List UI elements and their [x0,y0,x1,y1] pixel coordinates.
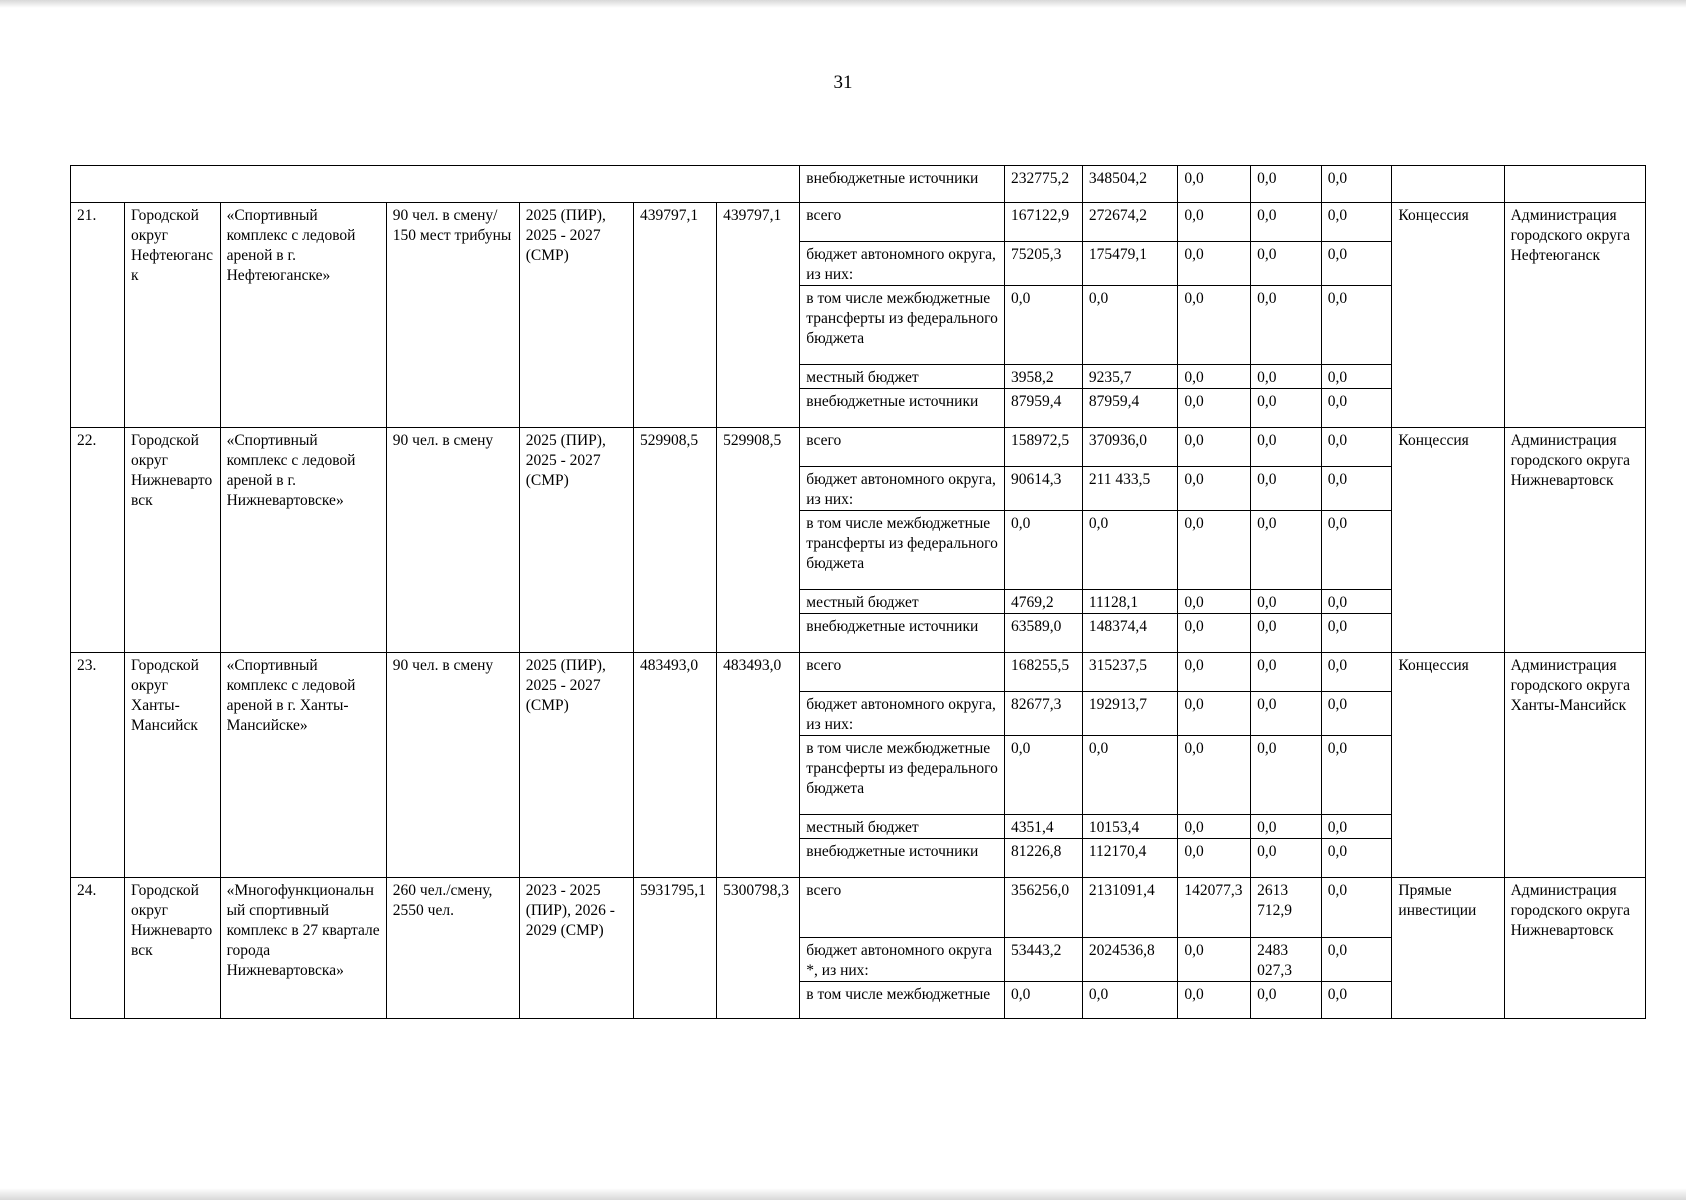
finance-value: 0,0 [1004,736,1082,815]
finance-value: 0,0 [1178,692,1251,736]
district-cell: Городской округ Нижневартовск [125,878,221,1019]
continuation-row [71,166,1646,203]
finance-value: 0,0 [1321,242,1392,286]
finance-value: 0,0 [1178,428,1251,467]
cost-cell-2: 439797,1 [717,203,800,428]
finance-value: 0,0 [1321,839,1392,878]
responsible-cell: Администрация городского округа Нижневартовск [1504,878,1645,1019]
finance-label: местный бюджет [800,365,1005,389]
finance-value: 0,0 [1178,467,1251,511]
finance-value: 0,0 [1178,815,1251,839]
object-cell: «Спортивный комплекс с ледовой ареной в г. Ханты-Мансийске» [220,653,386,878]
capacity-cell: 90 чел. в смену [386,653,519,878]
mechanism-cell: Концессия [1392,653,1504,878]
finance-label: бюджет автономного округа, из них: [800,467,1005,511]
finance-value: 2131091,4 [1082,878,1178,938]
finance-value: 167122,9 [1004,203,1082,242]
finance-value: 0,0 [1082,511,1178,590]
finance-value: 0,0 [1251,428,1322,467]
finance-label: бюджет автономного округа *, из них: [800,938,1005,982]
finance-value: 0,0 [1251,590,1322,614]
cost-cell: 439797,1 [634,203,717,428]
district-cell: Городской округ Ханты-Мансийск [125,653,221,878]
finance-value: 0,0 [1178,203,1251,242]
row-number: 22. [71,428,125,653]
finance-label: бюджет автономного округа, из них: [800,692,1005,736]
capacity-cell: 260 чел./смену, 2550 чел. [386,878,519,1019]
finance-value: 0,0 [1004,982,1082,1019]
finance-value: 0,0 [1251,166,1322,203]
finance-value: 0,0 [1321,365,1392,389]
finance-label: в том числе межбюджетные трансферты из федерального бюджета [800,286,1005,365]
finance-value: 356256,0 [1004,878,1082,938]
finance-value: 0,0 [1321,878,1392,938]
table-row [71,428,1646,467]
finance-value: 87959,4 [1004,389,1082,428]
responsible-cell: Администрация городского округа Ханты-Мансийск [1504,653,1645,878]
finance-label: внебюджетные источники [800,166,1005,203]
finance-value: 0,0 [1251,467,1322,511]
finance-value: 0,0 [1321,389,1392,428]
cost-cell: 483493,0 [634,653,717,878]
finance-label: внебюджетные источники [800,839,1005,878]
finance-value: 0,0 [1321,590,1392,614]
finance-value: 315237,5 [1082,653,1178,692]
finance-value: 168255,5 [1004,653,1082,692]
object-cell: «Спортивный комплекс с ледовой ареной в г. Нижневартовске» [220,428,386,653]
finance-value: 0,0 [1321,736,1392,815]
finance-label: бюджет автономного округа, из них: [800,242,1005,286]
finance-label: в том числе межбюджетные [800,982,1005,1019]
finance-value: 0,0 [1004,511,1082,590]
finance-label: в том числе межбюджетные трансферты из федерального бюджета [800,511,1005,590]
period-cell: 2023 - 2025 (ПИР), 2026 - 2029 (СМР) [519,878,633,1019]
finance-value: 0,0 [1321,614,1392,653]
page-number: 31 [833,72,853,93]
object-cell: «Многофункциональный спортивный комплекс в 27 квартале города Нижневартовска» [220,878,386,1019]
finance-value: 0,0 [1178,736,1251,815]
finance-value: 10153,4 [1082,815,1178,839]
cost-cell: 529908,5 [634,428,717,653]
finance-value: 0,0 [1178,590,1251,614]
finance-value: 175479,1 [1082,242,1178,286]
cost-cell-2: 483493,0 [717,653,800,878]
finance-value: 87959,4 [1082,389,1178,428]
finance-value: 90614,3 [1004,467,1082,511]
finance-value: 0,0 [1178,614,1251,653]
finance-value: 0,0 [1178,982,1251,1019]
capacity-cell: 90 чел. в смену/ 150 мест трибуны [386,203,519,428]
finance-value: 211 433,5 [1082,467,1178,511]
finance-label: всего [800,203,1005,242]
finance-value: 0,0 [1321,653,1392,692]
finance-value: 0,0 [1321,815,1392,839]
finance-value: 0,0 [1178,166,1251,203]
finance-value: 2613 712,9 [1251,878,1322,938]
finance-value: 0,0 [1178,653,1251,692]
finance-value: 0,0 [1251,839,1322,878]
finance-value: 272674,2 [1082,203,1178,242]
finance-value: 0,0 [1004,286,1082,365]
finance-value: 0,0 [1178,365,1251,389]
finance-value: 0,0 [1082,286,1178,365]
finance-value: 112170,4 [1082,839,1178,878]
finance-value: 2024536,8 [1082,938,1178,982]
finance-value: 9235,7 [1082,365,1178,389]
finance-value: 0,0 [1251,286,1322,365]
finance-value: 0,0 [1251,365,1322,389]
cost-cell-2: 529908,5 [717,428,800,653]
finance-value: 0,0 [1178,286,1251,365]
finance-value: 142077,3 [1178,878,1251,938]
finance-value: 0,0 [1251,203,1322,242]
finance-value: 0,0 [1321,938,1392,982]
finance-value: 0,0 [1178,839,1251,878]
finance-value: 0,0 [1082,736,1178,815]
finance-value: 0,0 [1251,614,1322,653]
finance-value: 0,0 [1321,203,1392,242]
finance-value: 370936,0 [1082,428,1178,467]
finance-value: 11128,1 [1082,590,1178,614]
finance-value: 0,0 [1178,511,1251,590]
finance-value: 75205,3 [1004,242,1082,286]
finance-label: всего [800,428,1005,467]
finance-value: 148374,4 [1082,614,1178,653]
finance-value: 4351,4 [1004,815,1082,839]
finance-value: 192913,7 [1082,692,1178,736]
finance-value: 0,0 [1321,286,1392,365]
finance-label: местный бюджет [800,815,1005,839]
finance-label: всего [800,878,1005,938]
finance-value: 4769,2 [1004,590,1082,614]
cost-cell-2: 5300798,3 [717,878,800,1019]
row-number: 24. [71,878,125,1019]
mechanism-cell: Прямые инвестиции [1392,878,1504,1019]
finance-value: 0,0 [1321,982,1392,1019]
empty-cell [1504,166,1645,203]
finance-value: 0,0 [1321,166,1392,203]
responsible-cell: Администрация городского округа Нижневартовск [1504,428,1645,653]
finance-value: 0,0 [1178,389,1251,428]
table-row [71,878,1646,938]
mechanism-cell: Концессия [1392,203,1504,428]
finance-value: 0,0 [1251,389,1322,428]
finance-value: 3958,2 [1004,365,1082,389]
period-cell: 2025 (ПИР), 2025 - 2027 (СМР) [519,653,633,878]
finance-value: 0,0 [1321,511,1392,590]
finance-value: 0,0 [1321,467,1392,511]
object-cell: «Спортивный комплекс с ледовой ареной в г. Нефтеюганске» [220,203,386,428]
finance-value: 63589,0 [1004,614,1082,653]
row-number: 21. [71,203,125,428]
finance-value: 158972,5 [1004,428,1082,467]
mechanism-cell: Концессия [1392,428,1504,653]
finance-label: местный бюджет [800,590,1005,614]
finance-value: 0,0 [1251,982,1322,1019]
finance-value: 82677,3 [1004,692,1082,736]
scan-edge-top [0,0,1686,8]
period-cell: 2025 (ПИР), 2025 - 2027 (СМР) [519,203,633,428]
finance-value: 0,0 [1178,938,1251,982]
finance-value: 0,0 [1321,692,1392,736]
finance-label: внебюджетные источники [800,389,1005,428]
finance-value: 0,0 [1082,982,1178,1019]
cost-cell: 5931795,1 [634,878,717,1019]
period-cell: 2025 (ПИР), 2025 - 2027 (СМР) [519,428,633,653]
district-cell: Городской округ Нефтеюганск [125,203,221,428]
responsible-cell: Администрация городского округа Нефтеюганск [1504,203,1645,428]
finance-value: 0,0 [1251,242,1322,286]
finance-label: внебюджетные источники [800,614,1005,653]
finance-value: 0,0 [1251,511,1322,590]
finance-value: 0,0 [1178,242,1251,286]
finance-value: 0,0 [1251,692,1322,736]
empty-cell [1392,166,1504,203]
finance-value: 0,0 [1251,653,1322,692]
finance-label: в том числе межбюджетные трансферты из федерального бюджета [800,736,1005,815]
empty-merged-cell [71,166,800,203]
finance-value: 0,0 [1321,428,1392,467]
table-row [71,203,1646,242]
finance-value: 53443,2 [1004,938,1082,982]
row-number: 23. [71,653,125,878]
table-row [71,653,1646,692]
capacity-cell: 90 чел. в смену [386,428,519,653]
finance-value: 232775,2 [1004,166,1082,203]
finance-value: 348504,2 [1082,166,1178,203]
finance-value: 81226,8 [1004,839,1082,878]
finance-value: 0,0 [1251,736,1322,815]
finance-value: 0,0 [1251,815,1322,839]
district-cell: Городской округ Нижневартовск [125,428,221,653]
finance-label: всего [800,653,1005,692]
investment-table [70,165,1646,1019]
finance-value: 2483 027,3 [1251,938,1322,982]
scan-edge-bottom [0,1188,1686,1200]
